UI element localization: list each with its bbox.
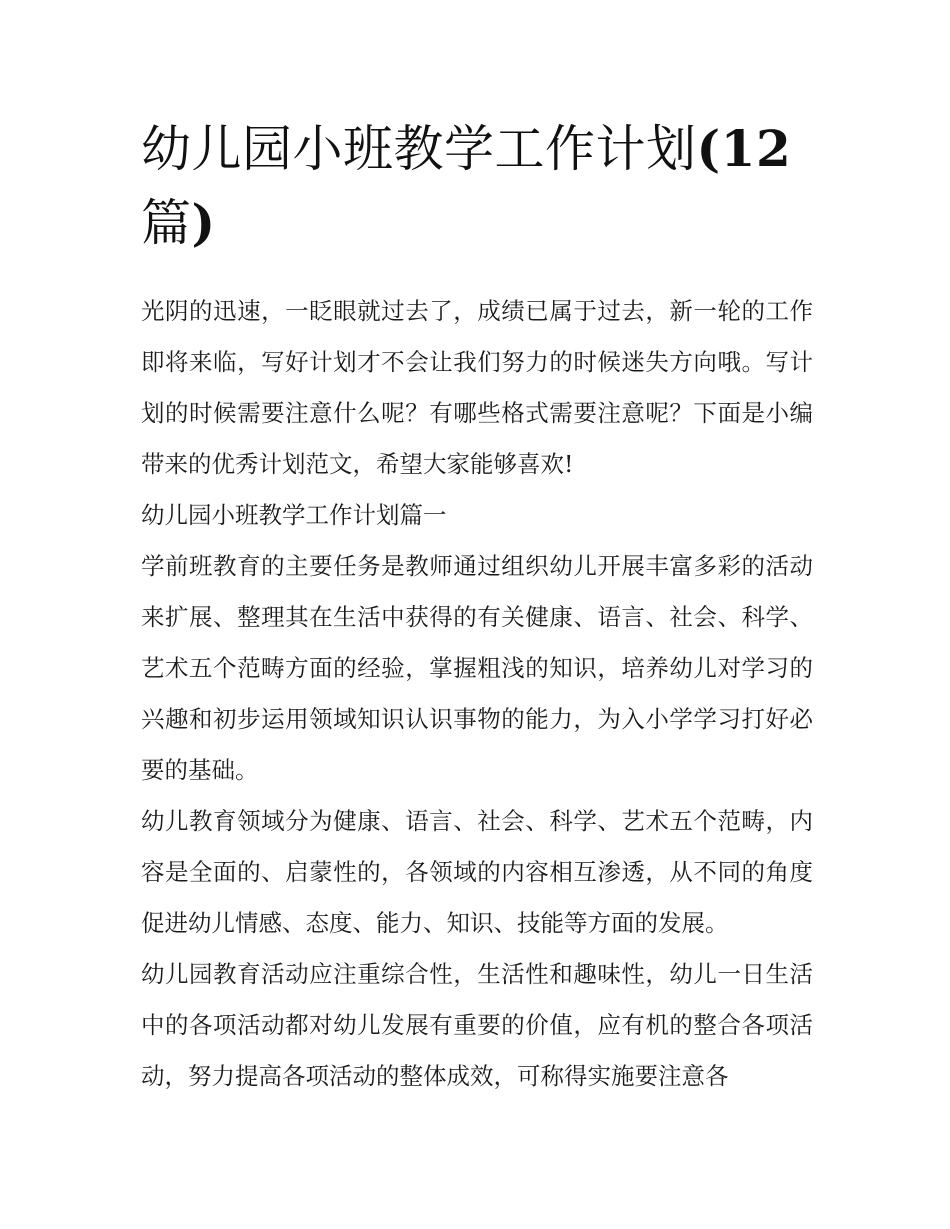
- intro-paragraph: 光阴的迅速，一眨眼就过去了，成绩已属于过去，新一轮的工作即将来临，写好计划才不会让我们努力的时候迷失方向哦。写计划的时候需要注意什么呢？有哪些格式需要注意呢？下面是小编带来的优秀计划范文，希望大家能够喜欢!: [141, 297, 813, 478]
- document-title: [141, 112, 813, 260]
- title-main: 幼儿园小班教学工作计划: [141, 120, 697, 178]
- title-close: ): [191, 193, 216, 252]
- section-heading: 幼儿园小班教学工作计划篇一: [141, 501, 447, 529]
- document-body: [141, 286, 813, 1102]
- title-tail: 篇: [141, 194, 192, 252]
- title-count: (12: [696, 119, 792, 178]
- document-page: [141, 112, 813, 1102]
- body-paragraph: 幼儿教育领域分为健康、语言、社会、科学、艺术五个范畴，内容是全面的、启蒙性的，各领域的内容相互渗透，从不同的角度促进幼儿情感、态度、能力、知识、技能等方面的发展。: [141, 807, 813, 937]
- body-paragraph: 幼儿园教育活动应注重综合性，生活性和趣味性，幼儿一日生活中的各项活动都对幼儿发展有重要的价值，应有机的整合各项活动，努力提高各项活动的整体成效，可称得实施要注意各: [141, 960, 813, 1090]
- body-paragraph: 学前班教育的主要任务是教师通过组织幼儿开展丰富多彩的活动来扩展、整理其在生活中获得的有关健康、语言、社会、科学、艺术五个范畴方面的经验，掌握粗浅的知识，培养幼儿对学习的兴趣和初步运用领域知识认识事物的能力，为入小学学习打好必要的基础。: [141, 552, 813, 784]
